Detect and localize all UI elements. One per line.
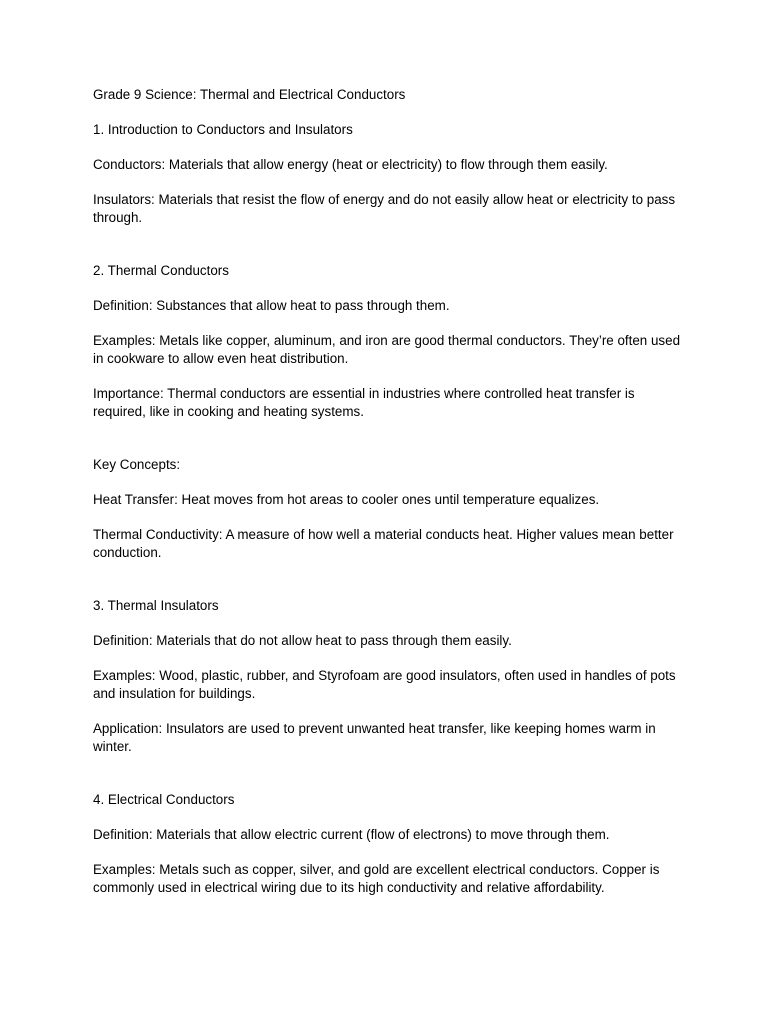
section-heading-electrical-conductors: 4. Electrical Conductors	[93, 792, 235, 807]
thermal-insulators-examples: Examples: Wood, plastic, rubber, and Styrofoam are good insulators, often used in handles of pots and insulation for buildings.	[93, 668, 676, 701]
document-title: Grade 9 Science: Thermal and Electrical Conductors	[93, 87, 406, 102]
thermal-insulators-application: Application: Insulators are used to prevent unwanted heat transfer, like keeping homes warm in winter.	[93, 721, 656, 754]
conductors-paragraph: Conductors: Materials that allow energy (heat or electricity) to flow through them easily.	[93, 157, 608, 172]
thermal-conductors-importance: Importance: Thermal conductors are essential in industries where controlled heat transfer is required, like in cooking and heating systems.	[93, 386, 635, 419]
section-heading-thermal-conductors: 2. Thermal Conductors	[93, 263, 229, 278]
electrical-conductors-examples: Examples: Metals such as copper, silver, and gold are excellent electrical conductors. Copper is commonly used in electrical wiring due to its high conductivity and relative affordability.	[93, 862, 660, 895]
section-heading-thermal-insulators: 3. Thermal Insulators	[93, 598, 219, 613]
key-concepts-heading: Key Concepts:	[93, 457, 181, 472]
document-page	[93, 86, 681, 914]
thermal-conductors-examples: Examples: Metals like copper, aluminum, and iron are good thermal conductors. They’re often used in cookware to allow even heat distribution.	[93, 333, 681, 366]
thermal-conductors-definition: Definition: Substances that allow heat to pass through them.	[93, 298, 450, 313]
insulators-paragraph: Insulators: Materials that resist the flow of energy and do not easily allow heat or electricity to pass through.	[93, 192, 676, 225]
thermal-conductivity-paragraph: Thermal Conductivity: A measure of how well a material conducts heat. Higher values mean better conduction.	[93, 527, 674, 560]
electrical-conductors-definition: Definition: Materials that allow electric current (flow of electrons) to move through them.	[93, 827, 610, 842]
heat-transfer-paragraph: Heat Transfer: Heat moves from hot areas to cooler ones until temperature equalizes.	[93, 492, 600, 507]
thermal-insulators-definition: Definition: Materials that do not allow heat to pass through them easily.	[93, 633, 512, 648]
section-heading-intro: 1. Introduction to Conductors and Insulators	[93, 122, 353, 137]
